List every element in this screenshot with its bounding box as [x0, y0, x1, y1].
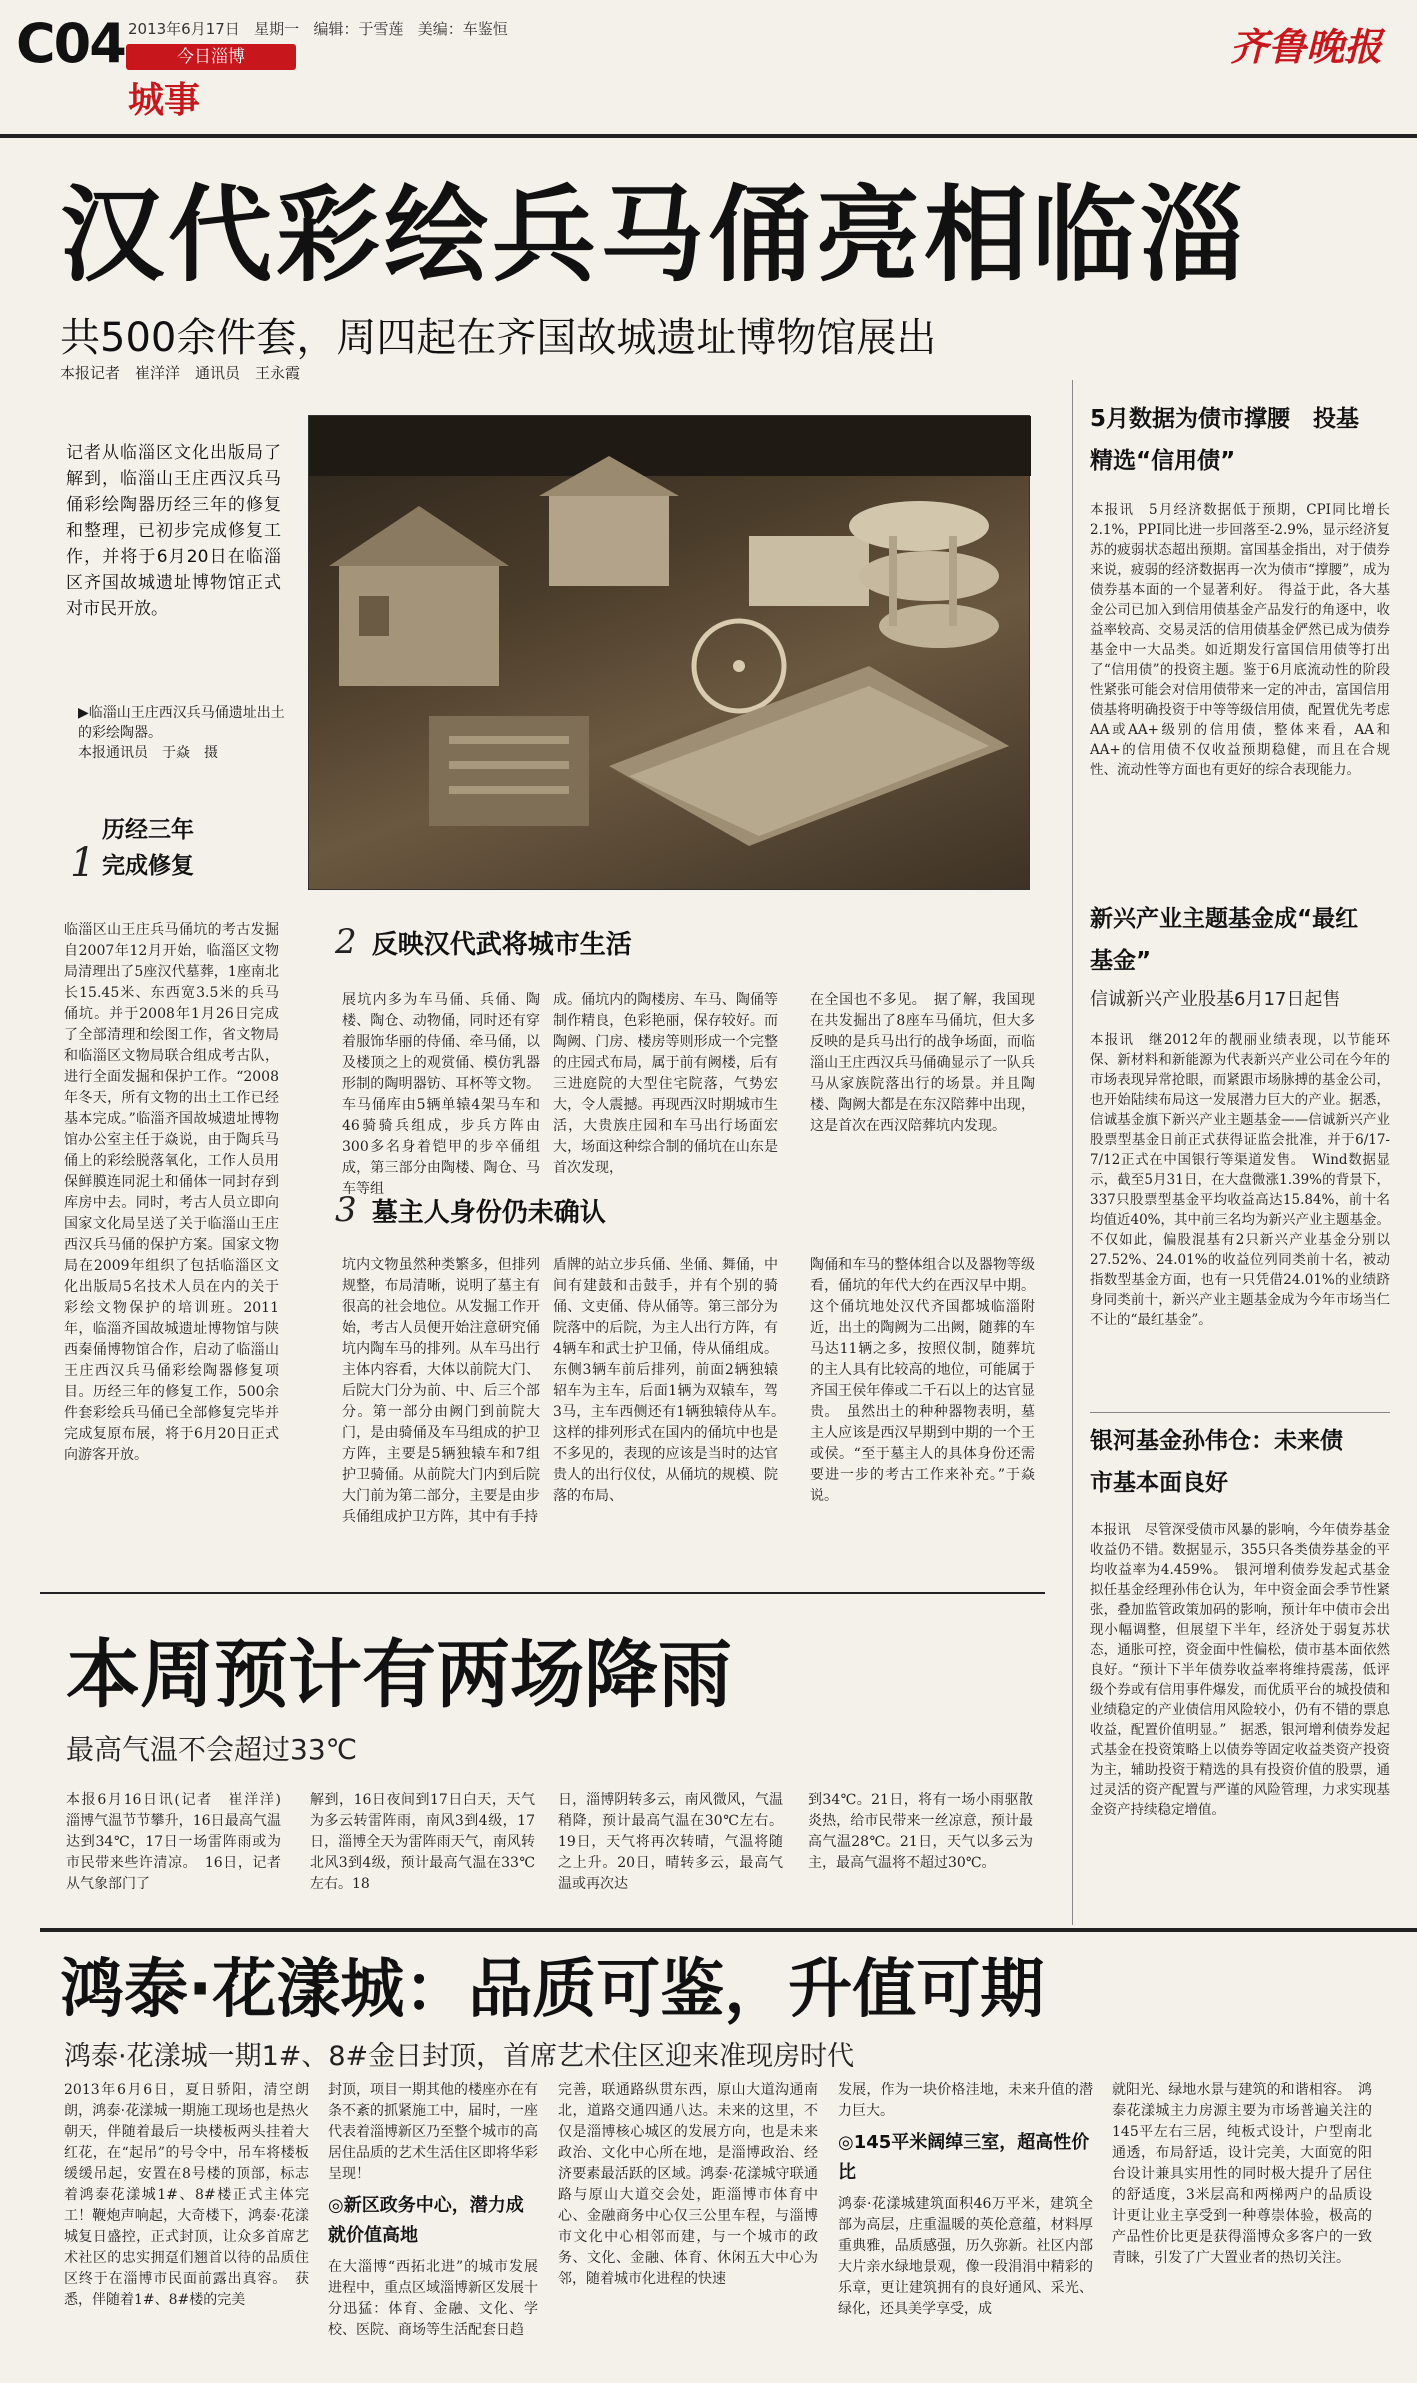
paper-logo: 齐鲁晚报	[1230, 24, 1383, 69]
terracotta-diorama-image	[309, 416, 1031, 891]
ad-col-5: 就阳光、绿地水景与建筑的和谐相容。 鸿泰花漾城主力房源主要为市场普遍关注的145平左右三居，纯板式设计，户型南北通透，布局舒适，设计完美，大面宽的阳台设计兼具实用性的同时极大提升了居住的舒适度，3米层高和两梯两户的品质设计更让业主享受到一种尊崇体验，极高的产品性价比更是获得淄博众多客户的一致青睐，引发了广大置业者的热切关注。	[1112, 2082, 1372, 2266]
section-2-col-2: 成。俑坑内的陶楼房、车马、陶俑等制作精良，色彩艳丽，保存较好。而陶阙、门房、楼房等则形成一个完整的庄园式布局，属于前有阙楼，后有三进庭院的大型住宅院落，气势宏大，令人震撼。再现西汉时期城市生活，大贵族庄园和车马出行场面宏大，场面这种综合制的俑坑在山东是首次发现，	[553, 992, 778, 1176]
ad-col-2-subhead: ◎新区政务中心，潜力成就价值高地	[328, 2195, 524, 2246]
section-1-header	[70, 812, 270, 902]
section-2-header	[335, 922, 835, 966]
section-3-number: 3	[335, 1190, 357, 1230]
weather-subtitle: 最高气温不会超过33℃	[66, 1733, 358, 1766]
section-3-col-1: 坑内文物虽然种类繁多，但排列规整，布局清晰，说明了墓主有很高的社会地位。从发掘工作开始，考古人员便开始注意研究俑坑内陶车马的排列。从车马出行主体内容看，大体以前院大门、后院大门分为前、中、后三个部分。第一部分由阙门到前院大门，是由骑俑及车马组成的护卫方阵，主要是5辆独辕车和7组护卫骑俑。从前院大门内到后院大门前为第二部分，主要是由步兵俑组成护卫方阵，其中有手持	[342, 1257, 540, 1525]
weather-col-3: 日，淄博阴转多云，南风微风，气温稍降，预计最高气温在30℃左右。19日，天气将再次转晴，气温将随之上升。20日，晴转多云，最高气温或再次达	[558, 1792, 783, 1892]
issue-date	[128, 18, 508, 39]
section-1-number: 1	[70, 840, 96, 886]
sidebar-divider	[1072, 380, 1073, 1925]
date-text: 2013年6月17日	[128, 20, 240, 38]
sidebar-article-2-body: 本报讯 继2012年的靓丽业绩表现，以节能环保、新材料和新能源为代表新兴产业公司在今年的市场表现异常抢眼，而紧跟市场脉搏的基金公司，也开始陆续布局这一发展潜力巨大的产业。据悉，信诚基金旗下新兴产业主题基金——信诚新兴产业股票型基金日前正式获得证监会批准，并于6/17-7/12正式在中国银行等渠道发售。 Wind数据显示，截至5月31日，在大盘微涨1.39%的背景下，337只股票型基金平均收益高达15.84%，前十名均值近40%，其中前三名均为新兴产业主题基金。不仅如此，偏股混基有2只新兴产业基金分别以27.52%、24.01%的收益位列同类前十名，被动指数型基金方面，也有一只凭借24.01%的业绩跻身同类前十，新兴产业主题基金成为今年市场当仁不让的“最红基金”。	[1090, 1032, 1391, 1328]
ad-subtitle: 鸿泰·花漾城一期1#、8#金日封顶，首席艺术住区迎来准现房时代	[64, 2041, 855, 2072]
lead-intro: 记者从临淄区文化出版局了解到，临淄山王庄西汉兵马俑彩绘陶器历经三年的修复和整理，已初步完成修复工作，并将于6月20日在临淄区齐国故城遗址博物馆正式对市民开放。	[66, 443, 281, 619]
section-1-title: 历经三年完成修复	[102, 817, 194, 879]
weekday-text: 星期一	[254, 20, 300, 38]
section-2-col-1: 展坑内多为车马俑、兵俑、陶楼、陶仓、动物俑，同时还有穿着服饰华丽的侍俑、牵马俑，以及楼顶之上的观赏俑、模仿乳器形制的陶明器钫、耳杯等文物。车马俑库由5辆单辕4架马车和46骑骑兵组成，步兵方阵由300多名身着铠甲的步卒俑组成，第三部分由陶楼、陶仓、马车等组	[342, 992, 540, 1197]
sidebar-article-1-title: 5月数据为债市撑腰 投基精选“信用债”	[1090, 406, 1360, 474]
masthead	[0, 0, 1417, 125]
caption-text: ▶临淄山王庄西汉兵马俑遗址出土的彩绘陶器。	[78, 705, 285, 741]
section-title: 城事	[128, 80, 201, 121]
designer-text: 美编：车鉴恒	[417, 20, 508, 38]
section-3-header	[335, 1190, 835, 1234]
ad-col-2-text: 封顶，项目一期其他的楼座亦在有条不紊的抓紧施工中，届时，一座代表着淄博新区乃至整个城市的高居住品质的艺术生活住区即将华彩呈现！	[328, 2082, 538, 2182]
sidebar-article-1-body: 本报讯 5月经济数据低于预期，CPI同比增长2.1%，PPI同比进一步回落至-2.9%，显示经济复苏的疲弱状态超出预期。富国基金指出，对于债券来说，疲弱的经济数据再一次为债市“撑腰”，成为债券基本面的一个显著利好。 得益于此，各大基金公司已加入到信用债基金产品发行的角逐中，收益率较高、交易灵活的信用债基金俨然已成为债券基金中一大品类。如近期发行富国信用债等打出了“信用债”的投资主题。鉴于6月底流动性的阶段性紧张可能会对信用债带来一定的冲击，富国信用债基将明确投资于中等等级信用债，配置优先考虑AA或AA+级别的信用债，整体来看，AA和AA+的信用债不仅收益预期稳健，而且在合规性、流动性等方面也有更好的综合表现能力。	[1090, 502, 1390, 778]
photo-caption	[78, 703, 288, 763]
section-3-title: 墓主人身份仍未确认	[371, 1198, 606, 1228]
lead-photo	[308, 415, 1030, 890]
ad-col-3: 完善，联通路纵贯东西，原山大道沟通南北，道路交通四通八达。未来的这里，不仅是淄博核心城区的发展方向，也是未来政治、文化中心所在地，是淄博政治、经济要素最活跃的区域。鸿泰·花漾城守联通路与原山大道交会处，距淄博市体育中心、金融商务中心仅三公里车程，与淄博市文化中心相邻而建，与一个城市的政务、文化、金融、体育、休闲五大中心为邻，随着城市化进程的快速	[558, 2082, 818, 2287]
sidebar-article-3-body: 本报讯 尽管深受债市风暴的影响，今年债券基金收益仍不错。数据显示，355只各类债券基金的平均收益率为4.459%。 银河增利债券发起式基金拟任基金经理孙伟仓认为，年中资金面会季节性紧张，叠加监管政策加码的影响，预计年中债市会出现小幅调整，但展望下半年，经济处于弱复苏状态，通胀可控，资金面中性偏松，债市基本面依然良好。“预计下半年债券收益率将维持震荡，低评级个券或有信用事件爆发，而优质平台的城投债和业绩稳定的产业债信用风险较小，仍有不错的票息收益，配置价值明显。” 据悉，银河增利债券发起式基金在投资策略上以债券等固定收益类资产投资为主，辅助投资于精选的具有投资价值的股票，通过灵活的资产配置与严谨的风险管理，力求实现基金资产持续稳定增值。	[1090, 1522, 1390, 1818]
ad-col-4-body: 鸿泰·花漾城建筑面积46万平米，建筑全部为高层，庄重温暖的英伦意蕴，材料厚重典雅，品质感强，历久弥新。社区内部大片亲水绿地景观，像一段涓涓中精彩的乐章，更让建筑拥有的良好通风、采光、绿化，还具美学享受，成	[838, 2196, 1093, 2317]
lead-byline: 本报记者 崔洋洋 通讯员 王永霞	[60, 364, 301, 382]
lead-bottom-rule	[40, 1592, 1045, 1594]
weather-headline: 本周预计有两场降雨	[66, 1632, 732, 1718]
page-number: C04	[16, 12, 125, 75]
lead-headline: 汉代彩绘兵马俑亮相临淄	[60, 174, 1249, 296]
section-2-col-3: 在全国也不多见。 据了解，我国现在共发掘出了8座车马俑坑，但大多反映的是兵马出行的战争场面，而临淄山王庄西汉兵马俑确显示了一队兵马从家族院落出行的场景。并且陶楼、陶阙大都是在东汉陪葬中出现，这是首次在西汉陪葬坑内发现。	[810, 992, 1035, 1134]
ad-col-4	[838, 2080, 1093, 2375]
section-1-body: 临淄区山王庄兵马俑坑的考古发掘自2007年12月开始，临淄区文物局清理出了5座汉代墓葬，1座南北长15.45米、东西宽3.5米的兵马俑坑。并于2008年1月26日完成了全部清理和绘图工作，省文物局和临淄区文物局联合组成考古队，进行全面发掘和保护工作。“2008年冬天，所有文物的出土工作已经基本完成。”临淄齐国故城遗址博物馆办公室主任于焱说，由于陶兵马俑上的彩绘脱落氧化，工作人员用保鲜膜连同泥土和俑体一同封存到库房中去。同时，考古人员立即向国家文化局呈送了关于临淄山王庄西汉兵马俑的保护方案。国家文物局在2009年组织了包括临淄区文化出版局5名技术人员在内的关于彩绘文物保护的培训班。2011年，临淄齐国故城遗址博物馆与陕西秦俑博物馆合作，启动了临淄山王庄西汉兵马俑彩绘陶器修复项目。历经三年的修复工作，500余件套彩绘兵马俑已全部修复完毕并完成复原布展，将于6月20日正式向游客开放。	[64, 922, 279, 1463]
ad-col-4-text: 发展，作为一块价格洼地，未来升值的潜力巨大。	[838, 2082, 1093, 2119]
masthead-rule	[0, 134, 1417, 138]
photo-credit: 本报通讯员 于焱 摄	[78, 745, 218, 761]
editor-text: 编辑：于雪莲	[313, 20, 404, 38]
section-3-col-2: 盾牌的站立步兵俑、坐俑、舞俑，中间有建鼓和击鼓手，并有个别的骑俑、文吏俑、侍从俑等。第三部分为院落中的后院，为主人出行方阵，有4辆车和武士护卫俑，侍从俑组成。东侧3辆车前后排列，前面2辆独辕轺车为主车，后面1辆为双辕车，驾3马，主车西侧还有1辆独辕侍从车。 这样的排列形式在国内的俑坑中也是不多见的，表现的应该是当时的达官贵人的出行仪仗，从俑坑的规模、院落的布局、	[553, 1257, 792, 1504]
lead-subtitle: 共500余件套，周四起在齐国故城遗址博物馆展出	[60, 315, 937, 361]
section-2-title: 反映汉代武将城市生活	[371, 930, 632, 960]
weather-col-1: 本报6月16日讯(记者 崔洋洋) 淄博气温节节攀升，16日最高气温达到34℃，17日一场雷阵雨或为市民带来些许清凉。 16日，记者从气象部门了	[66, 1792, 295, 1892]
weather-bottom-rule	[40, 1928, 1417, 1932]
ad-headline: 鸿泰·花漾城：品质可鉴，升值可期	[60, 1953, 1045, 2027]
sidebar-rule	[1090, 1412, 1390, 1413]
section-3-col-3: 陶俑和车马的整体组合以及器物等级看，俑坑的年代大约在西汉早中期。这个俑坑地处汉代齐国都城临淄附近，出土的陶阙为二出阙，随葬的车马达11辆之多，按照仪制，随葬坑的主人具有比较高的地位，可能属于齐国王侯年俸或二千石以上的达官显贵。 虽然出土的种种器物表明，墓主人应该是西汉早期到中期的一个王或侯。“至于墓主人的具体身份还需要进一步的考古工作来补充。”于焱说。	[810, 1257, 1035, 1504]
weather-col-2: 解到，16日夜间到17日白天，天气为多云转雷阵雨，南风3到4级，17日，淄博全天为雷阵雨天气，南风转北风3到4级，预计最高气温在33℃左右。18	[310, 1792, 535, 1892]
ad-col-2	[328, 2080, 538, 2375]
ad-col-1: 2013年6月6日，夏日骄阳，清空朗朗，鸿泰·花漾城一期施工现场也是热火朝天，伴随着最后一块楼板两头挂着大红花，在“起吊”的号令中，吊车将楼板缓缓吊起，安置在8号楼的顶部，标志着鸿泰花漾城1#、8#楼正式主体完工！鞭炮声响起，大奇楼下，鸿泰·花漾城复日盛控，正式封顶，让众多首席艺术社区的忠实拥趸们翘首以待的品质住区终于在淄博市民面前露出真容。 获悉，伴随着1#、8#楼的完美	[64, 2082, 309, 2308]
section-2-number: 2	[335, 922, 357, 962]
ad-col-4-subhead: ◎145平米阔绰三室，超高性价比	[838, 2132, 1090, 2183]
ad-col-2-body: 在大淄博“西拓北进”的城市发展进程中，重点区域淄博新区发展十分迅猛：体育、金融、文化、学校、医院、商场等生活配套日趋	[328, 2259, 538, 2338]
sidebar-article-2-title: 新兴产业主题基金成“最红基金”	[1090, 906, 1359, 974]
weather-col-4: 到34℃。21日，将有一场小雨驱散炎热，给市民带来一丝凉意，预计最高气温28℃。21日，天气以多云为主，最高气温将不超过30℃。	[808, 1792, 1033, 1871]
section-tag: 今日淄博	[126, 44, 296, 70]
sidebar-article-3-title: 银河基金孙伟仓：未来债市基本面良好	[1090, 1428, 1343, 1496]
sidebar-article-2-subtitle: 信诚新兴产业股基6月17日起售	[1090, 989, 1341, 1010]
